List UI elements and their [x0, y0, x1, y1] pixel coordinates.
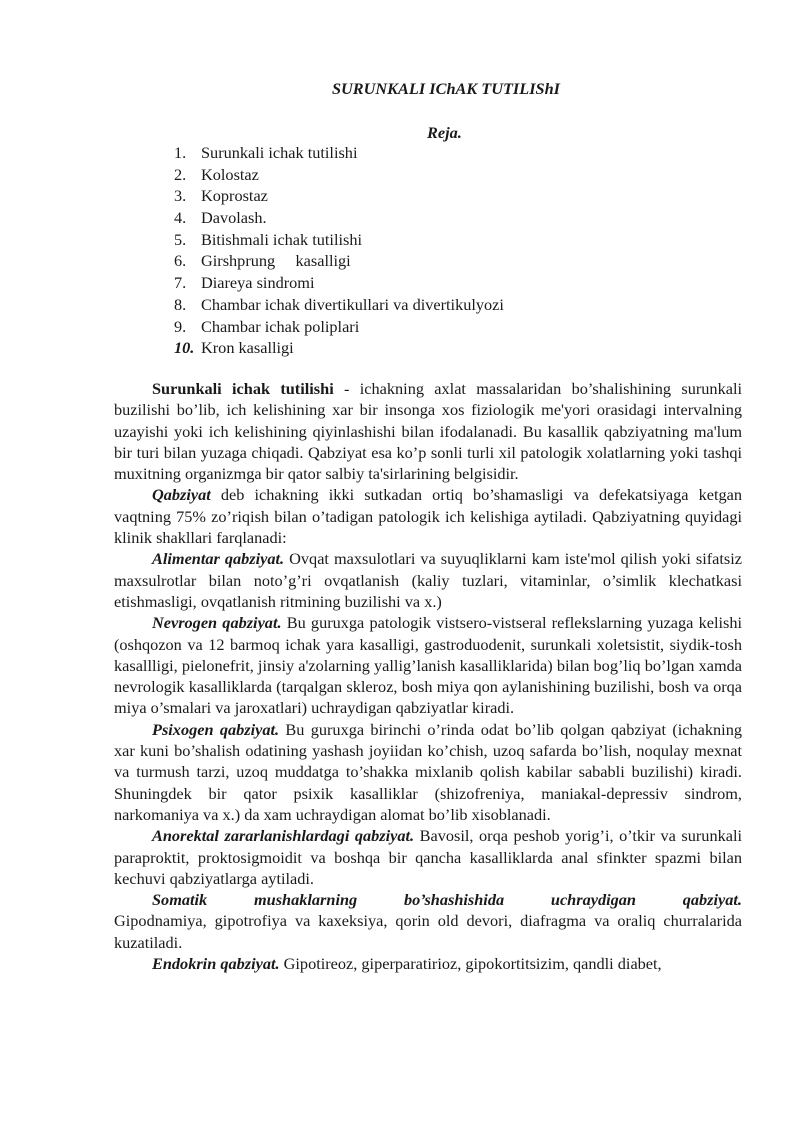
paragraph-term: Psixogen qabziyat. [152, 719, 280, 739]
plan-item-text: Chambar ichak divertikullari va divertikulyozi [201, 294, 504, 314]
plan-item [174, 207, 504, 229]
paragraph-text: Gipodnamiya, gipotrofiya va kaxeksiya, qorin old devori, diafragma va oraliq churralarida kuzatiladi. [114, 911, 742, 952]
plan-item [174, 272, 504, 294]
plan-item-number: 2. [174, 164, 187, 184]
plan-item-text: Kolostaz [201, 164, 259, 184]
plan-item [174, 250, 504, 272]
plan-heading: Reja. [427, 123, 462, 142]
paragraph [114, 612, 742, 718]
paragraph-term: Alimentar qabziyat. [152, 549, 285, 569]
paragraph [114, 719, 742, 825]
plan-item-number: 8. [174, 294, 187, 314]
plan-item-text: Kron kasalligi [201, 338, 294, 358]
plan-list [174, 142, 504, 359]
paragraph [114, 953, 742, 974]
plan-item-text: Koprostaz [201, 186, 268, 206]
plan-item-text: Davolash. [201, 208, 267, 228]
plan-item-number: 4. [174, 208, 187, 228]
plan-item-number: 7. [174, 273, 187, 293]
paragraph-text: - ichakning axlat massalaridan bo’shalishining surunkali buzilishi bo’lib, ich kelishining xar bir insonga xos fiziologik me'yori orasidagi intervalning uzayishi yoki ich kelishining qiyinlashishi bilan ifodalanadi. Bu kasallik qabziyatning ma'lum bir turi bilan yuzaga chiqadi. Qabziyat esa ko’p sonli turli xil patologik xolatlarning yoki tashqi muxitning organizmga bir qator salbiy ta'sirlarining belgisidir. [114, 379, 742, 484]
plan-item [174, 337, 504, 359]
plan-item-text: Surunkali ichak tutilishi [201, 143, 358, 162]
paragraph-term: Nevrogen qabziyat. [152, 613, 282, 633]
plan-item-number: 9. [174, 316, 187, 336]
paragraph-term: Qabziyat [152, 485, 211, 505]
paragraph-term: Surunkali ichak tutilishi [152, 379, 334, 398]
document-title: SURUNKALI IChAK TUTILIShI [331, 79, 560, 98]
plan-item-number: 5. [174, 229, 187, 249]
plan-item [174, 294, 504, 316]
paragraph-term: Anorektal zararlanishlardagi qabziyat. [152, 826, 415, 846]
plan-item-text: Girshprung kasalligi [201, 251, 351, 271]
paragraph-term: Somatik mushaklarning bo’shashishida uchraydigan qabziyat. [152, 890, 742, 910]
plan-item-number: 10. [174, 338, 195, 358]
plan-item [174, 316, 504, 338]
paragraph-text: deb ichakning ikki sutkadan ortiq bo’shamasligi va defekatsiyaga ketgan vaqtning 75% zo’riqish bilan o’tadigan patologik ich kelishiga aytiladi. Qabziyatning quyidagi klinik shakllari farqlanadi: [114, 485, 742, 548]
paragraph [114, 484, 742, 548]
plan-item-number: 6. [174, 251, 187, 271]
plan-item [174, 185, 504, 207]
plan-item-text: Diareya sindromi [201, 273, 315, 293]
paragraph [114, 548, 742, 612]
plan-item-text: Chambar ichak poliplari [201, 316, 360, 336]
paragraph-text: Gipotireoz, giperparatirioz, gipokortitsizim, qandli diabet, [279, 954, 662, 974]
paragraph-text: Bu guruxga patologik vistsero-vistseral reflekslarning yuzaga kelishi (oshqozon va 12 barmoq ichak yara kasalligi, gastroduodenit, surunkali xoletsistit, siydik-tosh kasallligi, pielonefrit, jinsiy a'zolarning yallig’lanish kasalliklarida) bilan bog’liq bo’lgan xamda nevrologik kasalliklarda (tarqalgan skleroz, bosh miya qon aylanishining buzilishi, bosh va orqa miya o’smalari va jaroxatlari) uchraydigan qabziyatlar kiradi. [114, 613, 742, 718]
plan-item [174, 142, 504, 164]
paragraph-text: Ovqat maxsulotlari va suyuqliklarni kam iste'mol qilish yoki sifatsiz maxsulrotlar bilan noto’g’ri ovqatlanish (kaliy tuzlari, vitaminlar, o’simlik klechatkasi etishmasligi, ovqatlanish ritmining buzilishi va x.) [114, 549, 742, 611]
paragraph-text: Bu guruxga birinchi o’rinda odat bo’lib qolgan qabziyat (ichakning xar kuni bo’shalish odatining yashash joyiidan ko’chish, uzoq safarda bo’lish, noqulay mexnat va turmush tarzi, uzoq muddatga to’shakka mixlanib qolish kabilar sababli buzilishi) kiradi. Shuningdek bir qator psixik kasalliklar (shizofreniya, maniakal-depressiv sindrom, narkomaniya va x.) da xam uchraydigan alomat bo’lib xisoblanadi. [114, 719, 742, 824]
paragraph-text: Bavosil, orqa peshob yorig’i, o’tkir va surunkali paraproktit, proktosigmoidit va boshqa bir qancha kasalliklarda anal sfinkter spazmi bilan kechuvi qabziyatlarga aytiladi. [114, 826, 742, 888]
plan-item-number: 3. [174, 186, 187, 206]
paragraph [114, 889, 742, 953]
paragraph-term: Endokrin qabziyat. [152, 954, 280, 974]
plan-item-number: 1. [174, 143, 187, 162]
paragraph [114, 825, 742, 889]
paragraph [114, 378, 742, 484]
plan-item [174, 164, 504, 186]
plan-item-text: Bitishmali ichak tutilishi [201, 229, 362, 249]
document-body [114, 378, 742, 974]
plan-item [174, 229, 504, 251]
